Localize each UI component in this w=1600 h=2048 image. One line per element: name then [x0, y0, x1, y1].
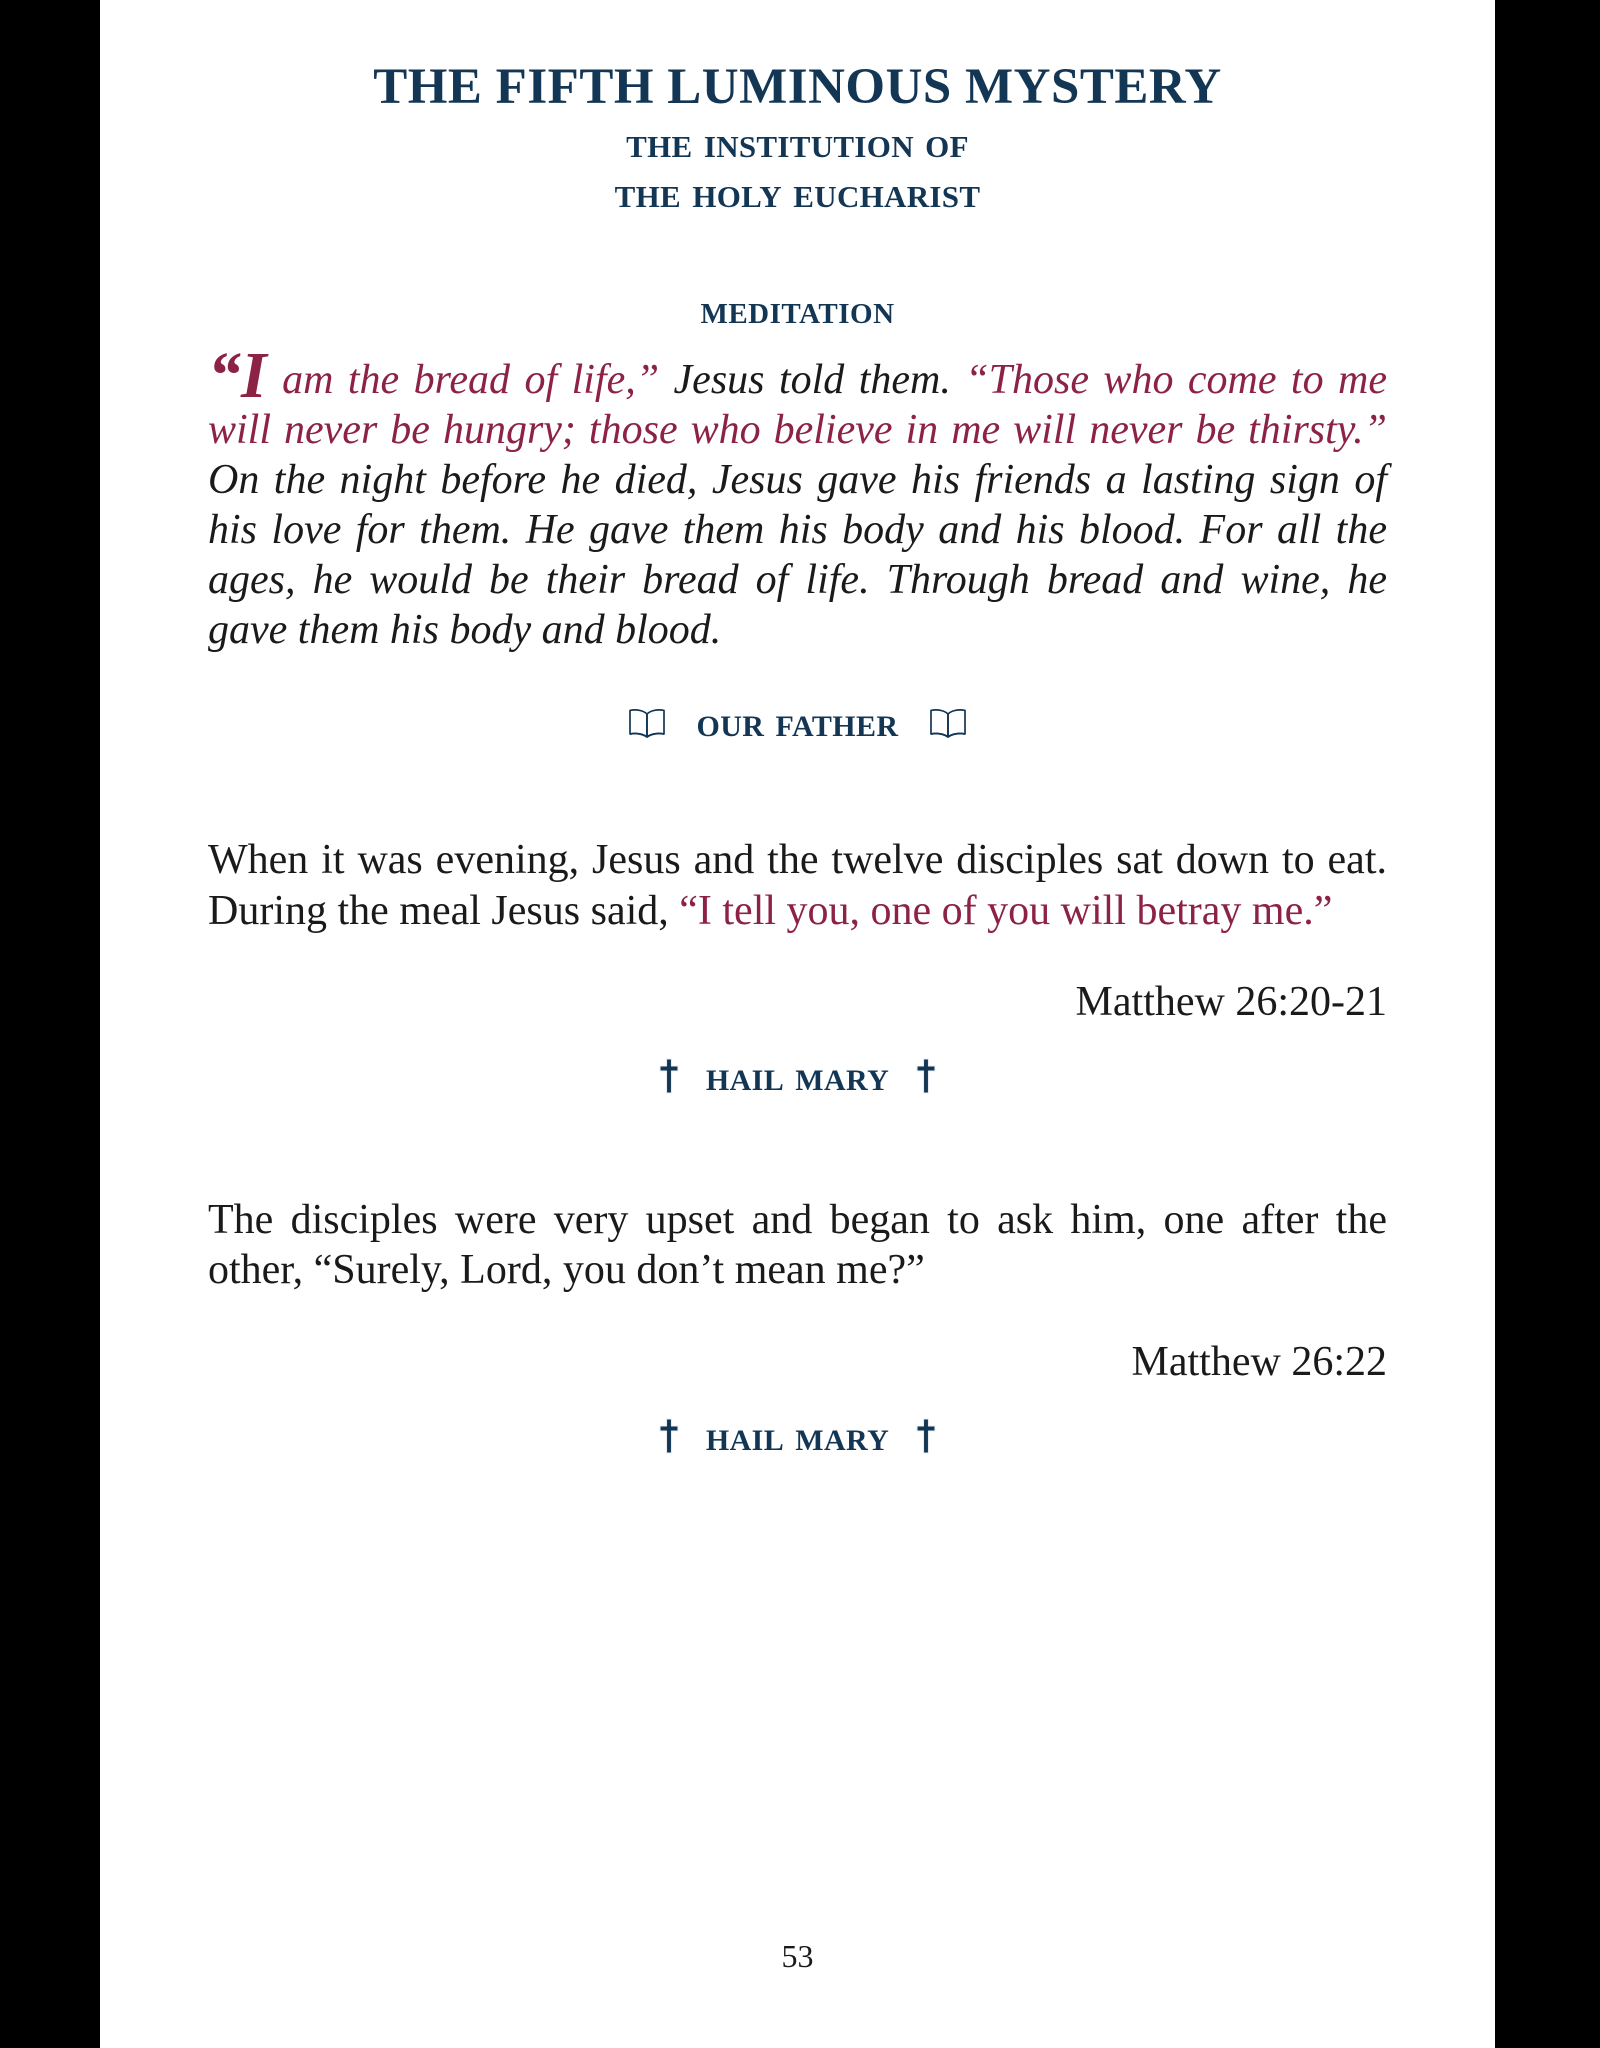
title-line-1: THE FIFTH LUMINOUS MYSTERY	[373, 59, 1222, 115]
spacer	[208, 1101, 1387, 1153]
page-title	[208, 60, 1387, 218]
drop-cap: “I	[208, 339, 267, 413]
hail-mary-heading-1[interactable]	[208, 1052, 1387, 1101]
hail-mary-label-2: hail mary	[705, 1412, 890, 1460]
letterbox-bar-left	[0, 0, 100, 2048]
book-page	[100, 0, 1495, 2048]
spacer	[208, 747, 1387, 793]
passage-1-text-black: When it was evening, Jesus and the twelve disciples sat down to eat. During the meal Jesus said,	[208, 837, 1387, 934]
meditation-narration-2: On the night before he died, Jesus gave his friends a lasting sign of his love for them. He gave them his body and his blood. For all the ages, he would be their bread of life. Through bread and wine, he gave them his body and blood.	[208, 457, 1387, 654]
passage-1-attribution: Matthew 26:20-21	[1075, 978, 1387, 1025]
page-number: 53	[781, 1938, 814, 1974]
our-father-label: our father	[696, 699, 899, 747]
cross-icon	[658, 1057, 680, 1095]
hail-mary-label-1: hail mary	[705, 1052, 890, 1100]
meditation-quote-2: “Those who come to me will never be hungry; those who believe in me will never be thirsty.”	[208, 357, 1388, 454]
scripture-passage-1	[208, 835, 1387, 936]
scripture-passage-2	[208, 1195, 1387, 1296]
open-book-icon	[627, 706, 667, 740]
cross-icon	[915, 1057, 937, 1095]
title-line-2-text: the institution of	[626, 118, 969, 168]
letterbox-bar-right	[1495, 0, 1600, 2048]
meditation-narration-1: Jesus told them.	[659, 357, 966, 404]
passage-2-attribution: Matthew 26:22	[1131, 1338, 1387, 1385]
our-father-heading[interactable]	[208, 698, 1387, 747]
title-line-3-text: the holy eucharist	[614, 168, 981, 218]
cross-icon	[915, 1417, 937, 1455]
page-content	[208, 0, 1387, 1461]
hail-mary-heading-2[interactable]	[208, 1412, 1387, 1461]
cross-icon	[658, 1417, 680, 1455]
passage-2-text-black: The disciples were very upset and began to ask him, one after the other, “Surely, Lord, you don’t mean me?”	[208, 1196, 1387, 1294]
passage-1-text-red: “I tell you, one of you will betray me.”	[679, 887, 1333, 934]
meditation-paragraph	[208, 339, 1388, 656]
open-book-icon	[928, 706, 968, 740]
meditation-quote-1: am the bread of life,”	[267, 357, 660, 404]
meditation-heading: meditation	[700, 287, 895, 334]
title-line-2	[208, 118, 1387, 218]
